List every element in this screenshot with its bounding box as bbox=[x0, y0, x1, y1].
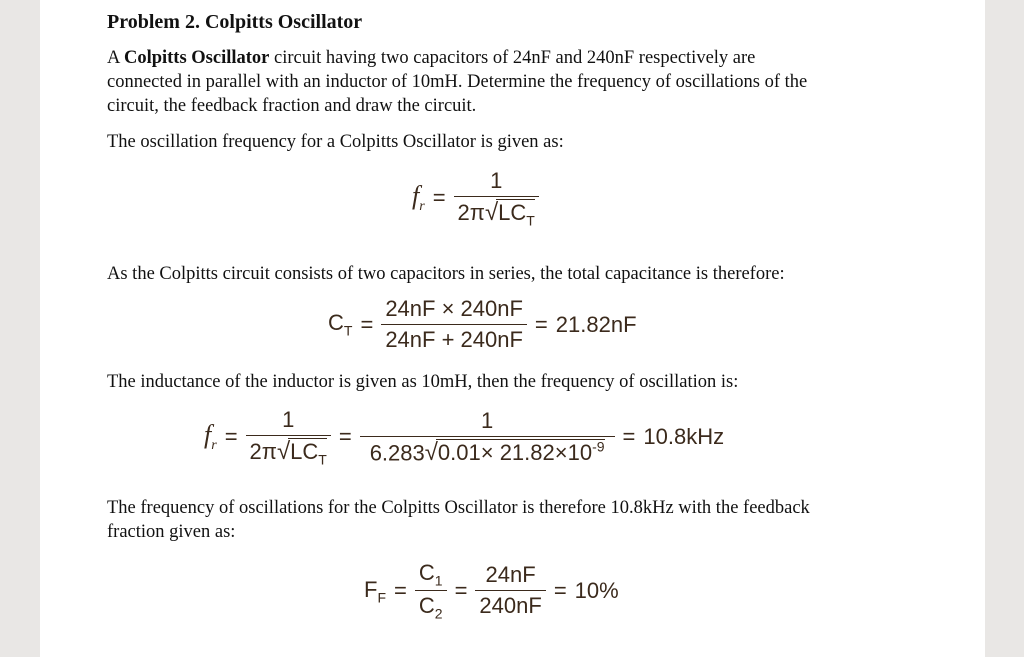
eq3-fraction-1 bbox=[246, 407, 331, 467]
eq3-radicand-1-sub: T bbox=[318, 451, 327, 468]
eq3-lhs bbox=[204, 420, 217, 454]
intro-line-2: connected in parallel with an inductor of 10mH. Determine the frequency of oscillations of the bbox=[107, 72, 808, 92]
problem-title: Problem 2. Colpitts Oscillator bbox=[107, 11, 363, 33]
eq4-f: F bbox=[364, 576, 378, 602]
eq4-c1-sub: 1 bbox=[434, 572, 443, 589]
eq2-fraction bbox=[381, 296, 527, 353]
eq4-equals-2: = bbox=[454, 577, 468, 603]
intro-line-1-rest: circuit having two capacitors of 24nF and 240nF respectively are bbox=[269, 48, 756, 68]
eq2-equals: = bbox=[360, 311, 374, 337]
eq3-numerator-1: 1 bbox=[282, 407, 295, 432]
eq3-fraction-2 bbox=[360, 408, 615, 467]
eq4-c2: C bbox=[418, 593, 435, 619]
paragraph-result-2: fraction given as: bbox=[107, 522, 236, 542]
eq1-lhs bbox=[412, 181, 425, 215]
eq4-result: 10% bbox=[574, 577, 619, 603]
eq3-equals: = bbox=[224, 424, 238, 450]
paragraph-inductance: The inductance of the inductor is given as 10mH, then the frequency of oscillation is: bbox=[107, 372, 739, 392]
equation-frequency-calc bbox=[204, 407, 724, 467]
intro-bold-term: Colpitts Oscillator bbox=[123, 48, 270, 68]
eq4-fraction-2 bbox=[475, 562, 545, 619]
intro-line-1 bbox=[107, 48, 755, 69]
eq2-numerator: 24nF × 240nF bbox=[385, 296, 523, 321]
eq1-f: f bbox=[412, 181, 420, 211]
eq3-f: f bbox=[204, 420, 212, 450]
eq3-numerator-2: 1 bbox=[480, 407, 494, 433]
eq1-2pi: 2π bbox=[457, 200, 485, 225]
eq1-sub: r bbox=[419, 199, 425, 215]
eq3-denominator-2 bbox=[360, 436, 615, 467]
eq3-result: 10.8kHz bbox=[643, 424, 725, 450]
eq4-numerator-2: 24nF bbox=[485, 562, 536, 588]
equation-frequency-formula bbox=[412, 168, 539, 228]
eq2-c: C bbox=[328, 310, 344, 336]
eq3-radicand-2: 0.01× 21.82×10 bbox=[437, 439, 593, 465]
eq4-equals: = bbox=[394, 577, 407, 603]
eq2-result: 21.82nF bbox=[555, 311, 637, 337]
eq4-c2-sub: 2 bbox=[434, 605, 443, 622]
eq2-equals-2: = bbox=[534, 311, 548, 337]
eq2-lhs bbox=[328, 310, 352, 338]
eq3-6283: 6.283 bbox=[369, 439, 425, 465]
eq1-equals: = bbox=[432, 185, 446, 211]
eq2-sub: T bbox=[343, 322, 353, 339]
eq1-fraction bbox=[454, 168, 539, 228]
eq4-sub: F bbox=[377, 589, 387, 606]
paragraph-capacitance: As the Colpitts circuit consists of two capacitors in series, the total capacitance is therefore: bbox=[107, 264, 785, 284]
eq3-equals-3: = bbox=[622, 424, 636, 450]
eq1-radicand-sub: T bbox=[526, 212, 535, 229]
paragraph-frequency: The oscillation frequency for a Colpitts Oscillator is given as: bbox=[107, 132, 564, 152]
eq1-denominator bbox=[454, 196, 539, 228]
sqrt-icon: √ bbox=[484, 199, 499, 226]
intro-line-3: circuit, the feedback fraction and draw the circuit. bbox=[107, 96, 477, 116]
eq4-c1: C bbox=[418, 560, 435, 585]
eq4-denominator-2: 240nF bbox=[475, 590, 545, 619]
eq1-radicand: LC bbox=[498, 200, 527, 225]
eq2-denominator: 24nF + 240nF bbox=[381, 324, 527, 353]
paragraph-result-1: The frequency of oscillations for the Colpitts Oscillator is therefore 10.8kHz with the feedback bbox=[107, 498, 810, 518]
sqrt-icon: √ bbox=[276, 438, 291, 465]
eq3-equals-2: = bbox=[338, 424, 352, 450]
eq4-lhs bbox=[364, 577, 386, 605]
sqrt-icon: √ bbox=[424, 438, 438, 466]
eq4-equals-3: = bbox=[553, 577, 567, 603]
eq3-denominator-1 bbox=[246, 435, 331, 467]
eq3-exponent: -9 bbox=[592, 438, 605, 455]
intro-prefix: A bbox=[107, 48, 124, 68]
eq1-numerator: 1 bbox=[490, 168, 503, 193]
eq3-radicand-1: LC bbox=[290, 439, 319, 464]
eq3-2pi: 2π bbox=[249, 439, 277, 464]
eq4-fraction-1 bbox=[415, 560, 447, 622]
eq4-denominator-1 bbox=[415, 590, 447, 621]
eq3-sub: r bbox=[211, 438, 217, 454]
equation-feedback-fraction bbox=[364, 560, 619, 622]
equation-total-capacitance bbox=[328, 296, 637, 353]
eq4-numerator-1 bbox=[415, 560, 447, 590]
